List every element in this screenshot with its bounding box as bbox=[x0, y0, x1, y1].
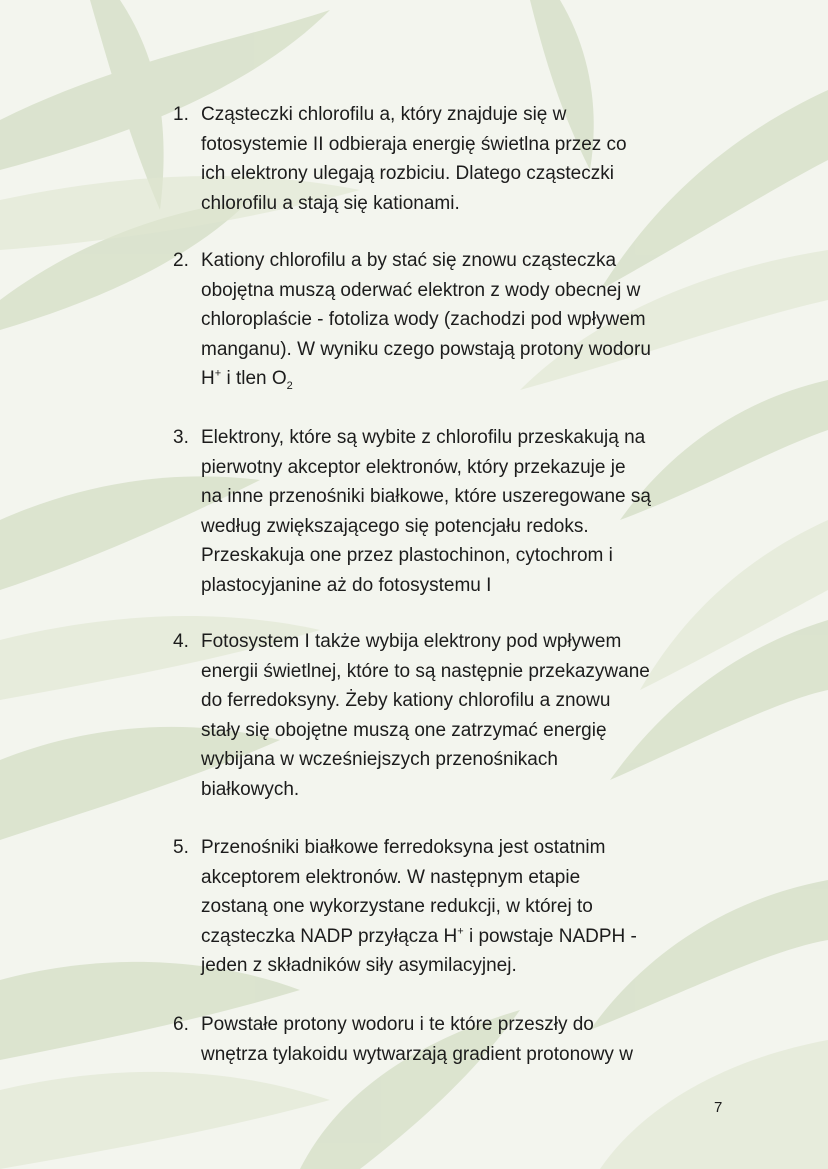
item-text-line: ich elektrony ulegają rozbiciu. Dlatego cząsteczki bbox=[201, 163, 614, 184]
item-text-line bbox=[201, 922, 743, 952]
list-item-5 bbox=[173, 833, 743, 981]
item-text-line: stały się obojętne muszą one zatrzymać energię bbox=[201, 719, 607, 741]
item-text-line: pierwotny akceptor elektronów, który przekazuje je bbox=[201, 456, 626, 478]
item-text-line: wybijana w wcześniejszych przenośnikach bbox=[201, 749, 558, 770]
item-text-line: plastocyjanine aż do fotosystemu I bbox=[201, 574, 492, 596]
item-text-line: akceptorem elektronów. W następnym etapie bbox=[201, 866, 581, 888]
item-number: 6. bbox=[173, 1014, 189, 1035]
item-text-line: Przeskakuja one przez plastochinon, cytochrom i bbox=[201, 545, 613, 566]
nadph-text: i powstaje NADPH - bbox=[463, 925, 637, 947]
item-text-line: Kationy chlorofilu a by stać się znowu cząsteczka bbox=[201, 250, 617, 271]
item-text-line: według zwiększającego się potencjału redoks. bbox=[201, 515, 589, 537]
item-text-line: fotosystemie II odbieraja energię świetlna przez co bbox=[201, 133, 627, 155]
item-number: 2. bbox=[173, 250, 189, 271]
item-number: 4. bbox=[173, 631, 189, 652]
item-text-line: Cząsteczki chlorofilu a, który znajduje się w bbox=[201, 104, 567, 125]
nadp-text: cząsteczka NADP przyłącza H bbox=[201, 925, 458, 947]
item-text-line: chloroplaście - fotoliza wody (zachodzi pod wpływem bbox=[201, 309, 646, 330]
hydrogen-symbol: H bbox=[201, 368, 215, 389]
list-item-4 bbox=[173, 627, 743, 804]
oxygen-subscript: 2 bbox=[286, 379, 293, 392]
item-text-line: Fotosystem I także wybija elektrony pod wpływem bbox=[201, 631, 622, 652]
item-text-line: Powstałe protony wodoru i te które przeszły do bbox=[201, 1014, 594, 1035]
item-number: 1. bbox=[173, 104, 189, 125]
plus-superscript: + bbox=[457, 925, 464, 938]
list-item-3 bbox=[173, 423, 743, 600]
item-text-line: obojętna muszą oderwać elektron z wody obecnej w bbox=[201, 279, 641, 301]
list-item-6 bbox=[173, 1010, 743, 1069]
item-text-line: Przenośniki białkowe ferredoksyna jest ostatnim bbox=[201, 837, 606, 858]
oxygen-text: i tlen O bbox=[221, 368, 287, 389]
list-item-2 bbox=[173, 246, 743, 394]
item-number: 5. bbox=[173, 837, 189, 858]
item-text-line: chlorofilu a stają się kationami. bbox=[201, 192, 460, 214]
item-text-line: Elektrony, które są wybite z chlorofilu przeskakują na bbox=[201, 427, 646, 448]
item-text-line: na inne przenośniki białkowe, które uszeregowane są bbox=[201, 486, 651, 507]
item-text-line: manganu). W wyniku czego powstają protony wodoru bbox=[201, 338, 651, 360]
plus-superscript: + bbox=[214, 367, 222, 380]
item-text-line bbox=[201, 364, 743, 394]
page-number: 7 bbox=[714, 1099, 723, 1116]
item-text-line: jeden z składników siły asymilacyjnej. bbox=[201, 955, 517, 976]
list-item-1 bbox=[173, 100, 743, 218]
item-text-line: energii świetlnej, które to są następnie przekazywane bbox=[201, 660, 650, 682]
item-text-line: białkowych. bbox=[201, 778, 300, 800]
item-number: 3. bbox=[173, 427, 189, 448]
item-text-line: zostaną one wykorzystane redukcji, w której to bbox=[201, 896, 593, 917]
item-text-line: wnętrza tylakoidu wytwarzają gradient protonowy w bbox=[201, 1043, 633, 1065]
item-text-line: do ferredoksyny. Żeby kationy chlorofilu a znowu bbox=[201, 690, 611, 711]
